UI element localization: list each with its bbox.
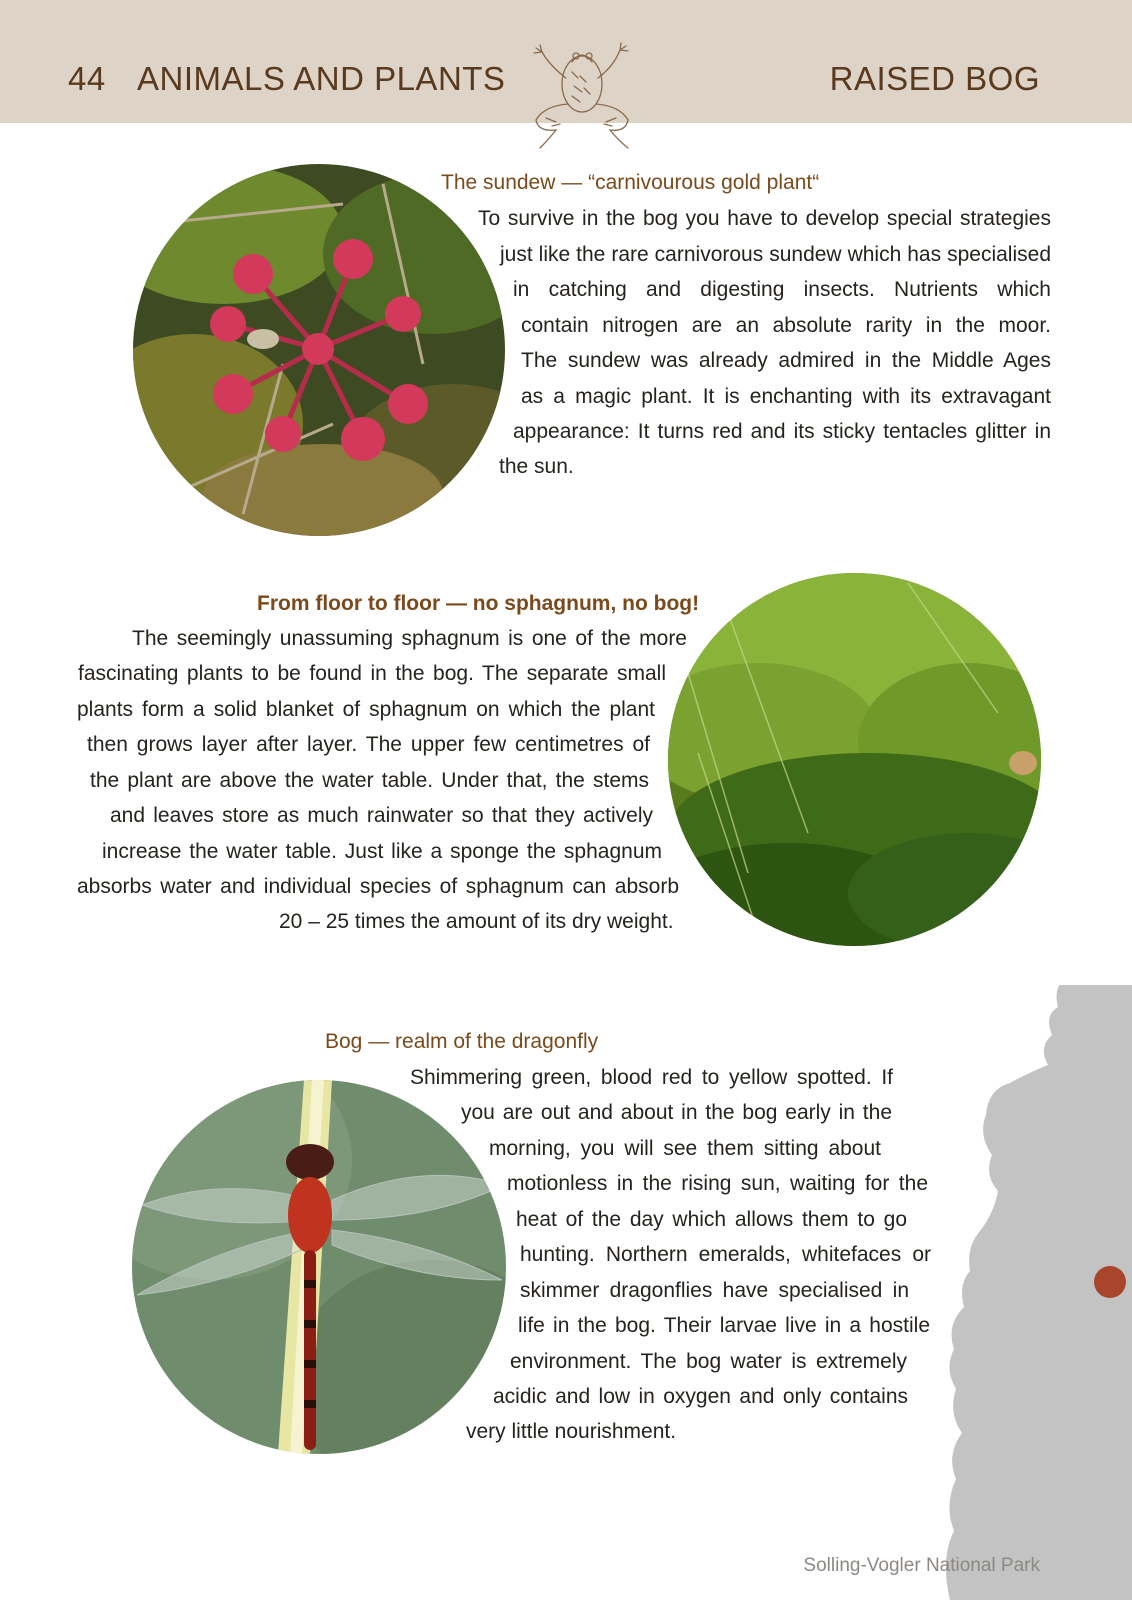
sphagnum-text-line: 20 – 25 times the amount of its dry weight. [279, 910, 674, 933]
sundew-heading: The sundew — “carnivourous gold plant“ [441, 171, 820, 194]
sundew-text-line: To survive in the bog you have to develop special strategies [478, 207, 1051, 230]
dragonfly-text-line: skimmer dragonflies have specialised in [520, 1279, 909, 1302]
sphagnum-text-line: fascinating plants to be found in the bog. The separate small [78, 662, 666, 685]
dragonfly-text-line: motionless in the rising sun, waiting for the [507, 1172, 928, 1195]
section-title: ANIMALS AND PLANTS [137, 60, 506, 97]
sphagnum-text-line: increase the water table. Just like a sponge the sphagnum [102, 840, 662, 863]
dragonfly-text-line: environment. The bog water is extremely [510, 1350, 907, 1373]
sphagnum-text-line: the plant are above the water table. Under that, the stems [90, 769, 649, 792]
sphagnum-text-line: plants form a solid blanket of sphagnum on which the plant [77, 698, 655, 721]
frog-illustration-icon [516, 22, 654, 154]
sphagnum-text-line: The seemingly unassuming sphagnum is one of the more [132, 627, 687, 650]
dragonfly-text-line: Shimmering green, blood red to yellow spotted. If [410, 1066, 893, 1089]
dragonfly-text-line: you are out and about in the bog early in the [461, 1101, 892, 1124]
chapter-title: RAISED BOG [829, 60, 1040, 97]
sundew-photo [133, 164, 505, 536]
sundew-text-line: as a magic plant. It is enchanting with its extravagant [521, 385, 1051, 408]
sphagnum-heading: From floor to floor — no sphagnum, no bog! [257, 592, 700, 615]
map-location-marker [1094, 1266, 1126, 1298]
dragonfly-photo [132, 1080, 506, 1454]
dragonfly-heading: Bog — realm of the dragonfly [325, 1030, 599, 1053]
sphagnum-photo [668, 573, 1041, 946]
sundew-text-line: contain nitrogen are an absolute rarity in the moor. [521, 314, 1051, 337]
sundew-text-line: in catching and digesting insects. Nutrients which [513, 278, 1051, 301]
sundew-text-line: the sun. [499, 455, 574, 478]
sphagnum-text-line: absorbs water and individual species of sphagnum can absorb [77, 875, 679, 898]
sphagnum-text-line: and leaves store as much rainwater so that they actively [110, 804, 653, 827]
page-number: 44 [68, 60, 106, 97]
dragonfly-text-line: heat of the day which allows them to go [516, 1208, 907, 1231]
sphagnum-text-line: then grows layer after layer. The upper few centimetres of [87, 733, 650, 756]
dragonfly-text-line: hunting. Northern emeralds, whitefaces or [520, 1243, 931, 1266]
dragonfly-text-line: morning, you will see them sitting about [489, 1137, 881, 1160]
dragonfly-text-line: life in the bog. Their larvae live in a hostile [518, 1314, 930, 1337]
sundew-text-line: just like the rare carnivorous sundew which has specialised [500, 243, 1051, 266]
sundew-text-line: The sundew was already admired in the Middle Ages [521, 349, 1051, 372]
national-park-map-icon [940, 985, 1132, 1600]
dragonfly-text-line: very little nourishment. [466, 1420, 677, 1443]
footer-publisher: Solling-Vogler National Park [803, 1555, 1040, 1576]
dragonfly-text-line: acidic and low in oxygen and only contains [493, 1385, 908, 1408]
sundew-text-line: appearance: It turns red and its sticky tentacles glitter in [513, 420, 1051, 443]
